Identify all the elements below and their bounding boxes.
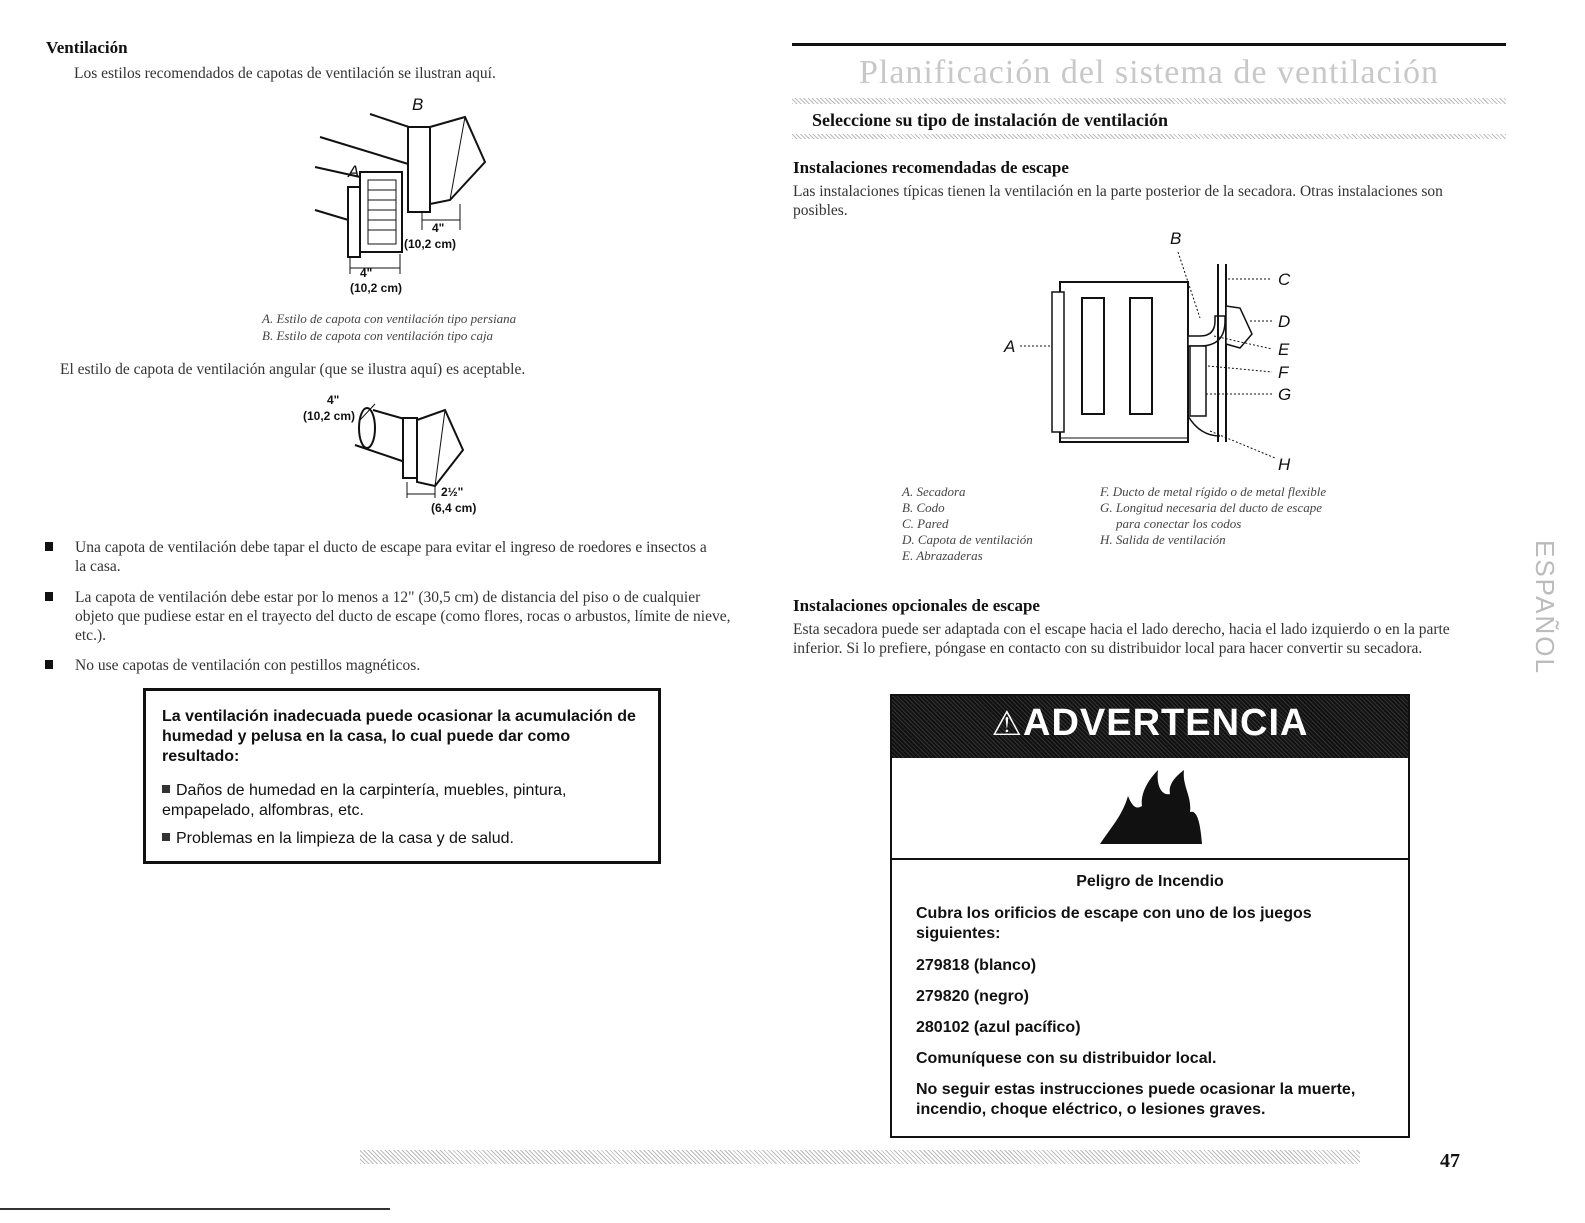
- legend-item: G. Longitud necesaria del ducto de escape: [1100, 500, 1323, 515]
- dryer-vent-diagram: [1000, 226, 1310, 476]
- footer-rule: [0, 1208, 390, 1210]
- bullet-icon: [45, 592, 53, 601]
- legend-item: F. Ducto de metal rígido o de metal flexible: [1100, 484, 1327, 499]
- fig1-label-a: A: [348, 162, 360, 181]
- warning-line: No seguir estas instrucciones puede ocasionar la muerte, incendio, choque eléctrico, o lesiones graves.: [916, 1081, 1356, 1118]
- legend-item: E. Abrazaderas: [902, 548, 983, 563]
- caution-heading: La ventilación inadecuada puede ocasionar la acumulación de humedad y pelusa en la casa, lo cual puede dar como resultado:: [162, 708, 636, 765]
- bullet-item: No use capotas de ventilación con pestillos magnéticos.: [75, 656, 715, 675]
- fig1-dim2-cm: (10,2 cm): [350, 281, 403, 295]
- warning-line: 280102 (azul pacífico): [916, 1019, 1081, 1036]
- warning-triangle-icon: ⚠: [991, 705, 1023, 743]
- fire-hazard-icon: [1092, 766, 1212, 846]
- fig2-dim1-cm: (10,2 cm): [303, 409, 356, 423]
- diagram-letter-a: A: [1004, 337, 1016, 356]
- warning-line: 279820 (negro): [916, 988, 1029, 1005]
- legend-left: [902, 484, 1033, 564]
- legend-item: A. Secadora: [902, 484, 966, 499]
- page-title: Planificación del sistema de ventilación: [858, 54, 1440, 91]
- legend-item: H. Salida de ventilación: [1100, 532, 1226, 547]
- fig1-dim1: 4": [432, 221, 445, 235]
- bullet-item: Una capota de ventilación debe tapar el ducto de escape para evitar el ingreso de roedores e insectos a la casa.: [75, 538, 715, 576]
- warning-banner: [892, 696, 1408, 758]
- intro-text: Los estilos recomendados de capotas de ventilación se ilustran aquí.: [74, 65, 496, 82]
- title-dither-band: [792, 98, 1506, 104]
- caption-b: B. Estilo de capota con ventilación tipo caja: [262, 328, 494, 343]
- page-number: 47: [1440, 1150, 1460, 1172]
- angular-hood-text: El estilo de capota de ventilación angular (que se ilustra aquí) es aceptable.: [60, 361, 526, 378]
- warning-banner-title: ⚠ADVERTENCIA: [991, 702, 1309, 744]
- caution-item: Problemas en la limpieza de la casa y de salud.: [162, 829, 642, 849]
- legend-item: para conectar los codos: [1116, 516, 1242, 531]
- fig2-dim1: 4": [327, 393, 340, 407]
- warning-divider: [892, 858, 1408, 860]
- caution-box: [143, 688, 661, 864]
- diagram-letter-b: B: [1170, 229, 1182, 248]
- diagram-letter-e: E: [1278, 340, 1290, 359]
- bullet-icon: [45, 542, 53, 551]
- fig1-dim2: 4": [360, 266, 373, 280]
- angular-hood-illustration: [295, 390, 495, 520]
- legend-item: C. Pared: [902, 516, 949, 531]
- fig2-dim2: 2½": [441, 485, 464, 499]
- vent-hoods-illustration: [300, 92, 530, 297]
- footer-dither-band: [360, 1150, 1360, 1164]
- optional-text: Esta secadora puede ser adaptada con el escape hacia el lado derecho, hacia el lado izquierdo o en la parte inferior. Si lo prefiere, póngase en contacto con su distribuidor local para hacer convertir su secadora.: [793, 621, 1450, 657]
- fig1-dim1-cm: (10,2 cm): [404, 237, 457, 251]
- subheading-recommended: Instalaciones recomendadas de escape: [793, 158, 1069, 177]
- fig2-dim2-cm: (6,4 cm): [431, 501, 477, 515]
- subheading-optional: Instalaciones opcionales de escape: [793, 596, 1040, 615]
- bullet-item: La capota de ventilación debe estar por lo menos a 12" (30,5 cm) de distancia del piso o de cualquier objeto que pudiese estar en el trayecto del ducto de escape (como flores, rocas o arbustos, límite de nieve, etc.).: [75, 588, 735, 645]
- bullet-icon: [45, 660, 53, 669]
- diagram-letter-d: D: [1278, 312, 1291, 331]
- diagram-letter-g: G: [1278, 385, 1292, 404]
- legend-item: B. Codo: [902, 500, 945, 515]
- diagram-letter-f: F: [1278, 363, 1289, 382]
- bullet-icon: [162, 785, 170, 793]
- caption-a: A. Estilo de capota con ventilación tipo persiana: [262, 311, 517, 326]
- bullet-icon: [162, 833, 170, 841]
- warning-line: Cubra los orificios de escape con uno de los juegos siguientes:: [916, 905, 1312, 942]
- section-title-ventilacion: Ventilación: [46, 38, 128, 57]
- section-dither-band: [792, 134, 1506, 139]
- diagram-letter-c: C: [1278, 270, 1291, 289]
- fig1-label-b: B: [412, 95, 424, 114]
- caution-item: Daños de humedad en la carpintería, muebles, pintura, empapelado, alfombras, etc.: [162, 782, 567, 819]
- section-title-install-type: Seleccione su tipo de instalación de ventilación: [812, 110, 1169, 130]
- warning-line: 279818 (blanco): [916, 957, 1037, 974]
- diagram-letter-h: H: [1278, 455, 1291, 474]
- legend-right: [1100, 484, 1326, 548]
- legend-item: D. Capota de ventilación: [902, 532, 1033, 547]
- warning-box: [890, 694, 1410, 1138]
- title-rule: [792, 43, 1506, 46]
- warning-line: Comuníquese con su distribuidor local.: [916, 1050, 1217, 1067]
- hazard-title: Peligro de Incendio: [1076, 873, 1224, 890]
- recommended-text: Las instalaciones típicas tienen la ventilación en la parte posterior de la secadora. Otras instalaciones son posibles.: [793, 183, 1443, 219]
- language-side-label: ESPAÑOL: [1530, 540, 1560, 675]
